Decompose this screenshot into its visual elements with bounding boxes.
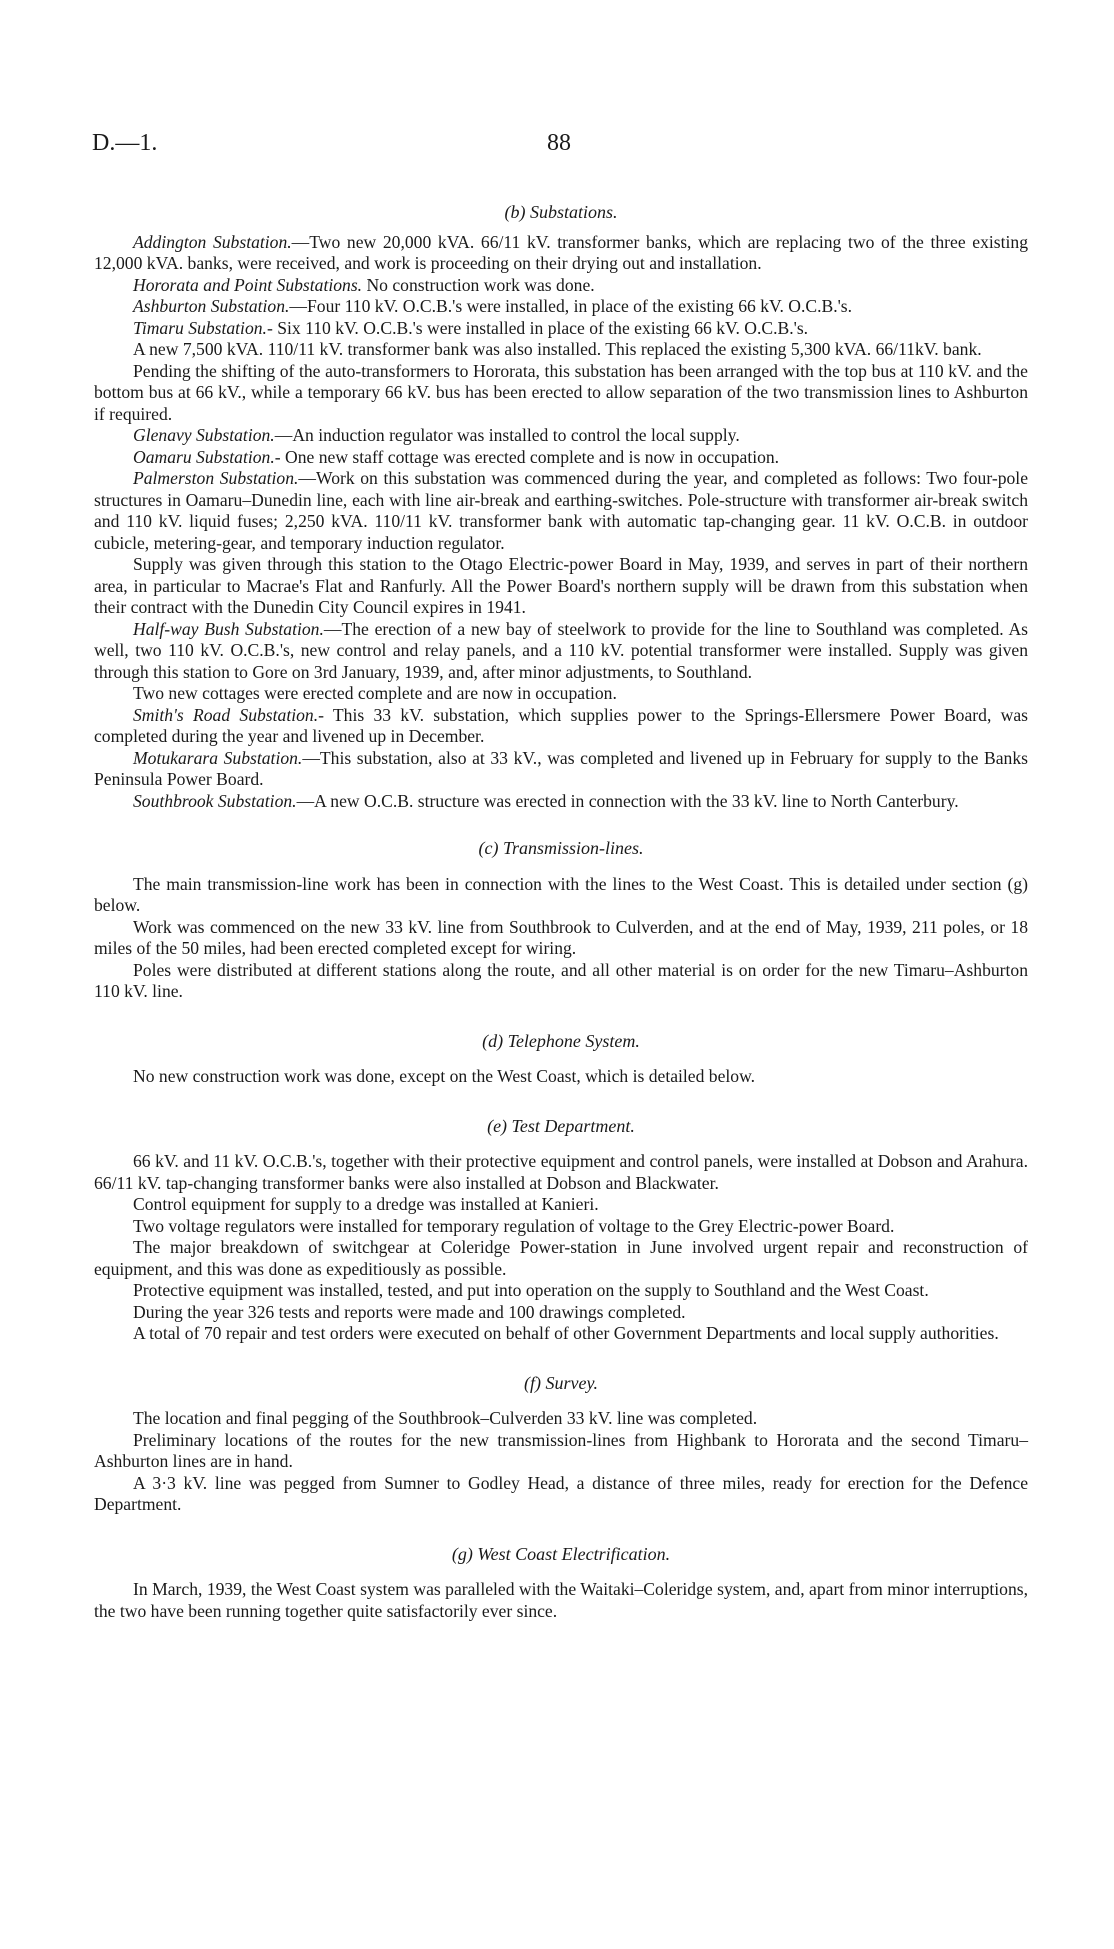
paragraph-text: Pending the shifting of the auto-transformers to Hororata, this substation has been arranged with the top bus at 110 kV. and the bottom bus at 66 kV., while a temporary 66 kV. bus has been erected to allow separation of the two transmission lines to Ashburton if required. [94, 360, 1028, 424]
paragraph [94, 1280, 1028, 1302]
paragraph-text: —Work on this substation was commenced during the year, and completed as follows: Two four-pole structures in Oamaru–Dunedin line, each with line air-break and earthing-switches. Pole-structure with transformer air-break switch and 110 kV. liquid fuses; 2,250 kVA. 110/11 kV. transformer bank with automatic tap-changing gear. 11 kV. O.C.B. in outdoor cubicle, metering-gear, and temporary induction regulator. [94, 468, 1028, 553]
paragraph-text: - Six 110 kV. O.C.B.'s were installed in place of the existing 66 kV. O.C.B.'s. [266, 317, 809, 338]
paragraph-lead: Timaru Substation. [133, 317, 267, 338]
paragraph [94, 1194, 1028, 1216]
paragraph [94, 1151, 1028, 1194]
paragraph [94, 791, 1028, 813]
paragraph [94, 1237, 1028, 1280]
paragraph-lead: Addington Substation. [133, 231, 292, 252]
paragraph-text: Preliminary locations of the routes for the new transmission-lines from Highbank to Hororata and the second Timaru–Ashburton lines are in hand. [94, 1429, 1028, 1471]
paragraph [94, 275, 1028, 297]
paragraph-text: —An induction regulator was installed to control the local supply. [274, 425, 740, 445]
paragraph-text: The major breakdown of switchgear at Coleridge Power-station in June involved urgent repair and reconstruction of equipment, and this was done as expeditiously as possible. [94, 1237, 1028, 1279]
section-heading-substations: (b) Substations. [504, 202, 618, 222]
paragraph-text: —The erection of a new bay of steelwork to provide for the line to Southland was completed. As well, two 110 kV. O.C.B.'s, new control and relay panels, and a 110 kV. potential transformer were installed. Supply was given through this station to Gore on 3rd January, 1939, and, after minor adjustments, to Southland. [94, 618, 1029, 682]
paragraph-lead: Motukarara Substation. [133, 747, 303, 768]
paragraph-lead: Southbrook Substation. [133, 790, 297, 811]
paragraph [94, 318, 1028, 340]
paragraph [94, 1408, 1028, 1430]
paragraph [94, 748, 1028, 791]
paragraph [94, 960, 1028, 1003]
paragraph [94, 425, 1028, 447]
paragraph-lead: Ashburton Substation. [133, 296, 290, 316]
paragraph-text: No new construction work was done, except on the West Coast, which is detailed below. [133, 1066, 756, 1086]
document-code: D.—1. [92, 130, 158, 156]
paragraph-text: No construction work was done. [362, 274, 595, 295]
paragraph-lead: Glenavy Substation. [133, 425, 275, 445]
paragraph-text: 66 kV. and 11 kV. O.C.B.'s, together with their protective equipment and control panels, were installed at Dobson and Arahura. 66/11 kV. tap-changing transformer banks were also installed at Dobson and Blackwater. [94, 1151, 1028, 1193]
paragraph-text: —This substation, also at 33 kV., was completed and livened up in February for supply to the Banks Peninsula Power Board. [94, 747, 1029, 789]
paragraph-text: Protective equipment was installed, tested, and put into operation on the supply to Southland and the West Coast. [133, 1280, 929, 1300]
paragraph-text: A 3·3 kV. line was pegged from Sumner to Godley Head, a distance of three miles, ready for erection for the Defence Department. [94, 1472, 1028, 1514]
paragraph [94, 468, 1028, 554]
paragraph [94, 554, 1028, 619]
paragraph [94, 1066, 1028, 1088]
paragraph-text: —A new O.C.B. structure was erected in connection with the 33 kV. line to North Canterbury. [296, 790, 959, 811]
paragraph-text: Work was commenced on the new 33 kV. line from Southbrook to Culverden, and at the end of May, 1939, 211 poles, or 18 miles of the 50 miles, had been erected completed except for wiring. [94, 916, 1028, 958]
paragraph-text: - This 33 kV. substation, which supplies power to the Springs-Ellersmere Power Board, was completed during the year and livened up in December. [94, 704, 1028, 746]
paragraph [94, 361, 1028, 426]
paragraph-lead: Palmerston Substation. [133, 468, 299, 488]
paragraph [94, 1302, 1028, 1324]
paragraph-text: The main transmission-line work has been in connection with the lines to the West Coast. This is detailed under section (g) below. [94, 873, 1028, 915]
paragraph [94, 874, 1028, 917]
paragraph-text: Two new cottages were erected complete and are now in occupation. [133, 683, 617, 703]
page-number: 88 [547, 130, 571, 156]
paragraph-text: Two voltage regulators were installed for temporary regulation of voltage to the Grey Electric-power Board. [133, 1215, 895, 1236]
paragraph-text: —Four 110 kV. O.C.B.'s were installed, in place of the existing 66 kV. O.C.B.'s. [289, 296, 853, 316]
paragraph [94, 339, 1028, 361]
paragraph [94, 683, 1028, 705]
document-body [94, 186, 1028, 1622]
paragraph [94, 917, 1028, 960]
paragraph-text: —Two new 20,000 kVA. 66/11 kV. transformer banks, which are replacing two of the three existing 12,000 kVA. banks, were received, and work is proceeding on their drying out and installation. [94, 231, 1028, 273]
paragraph-text: Poles were distributed at different stations along the route, and all other material is on order for the new Timaru–Ashburton 110 kV. line. [94, 959, 1028, 1001]
paragraph-lead: Oamaru Substation. [133, 446, 275, 467]
paragraph [94, 296, 1028, 318]
paragraph-text: - One new staff cottage was erected complete and is now in occupation. [274, 446, 780, 467]
paragraph-text: In March, 1939, the West Coast system was paralleled with the Waitaki–Coleridge system, and, apart from minor interruptions, the two have been running together quite satisfactorily ever since. [94, 1579, 1028, 1621]
paragraph-text: The location and final pegging of the Southbrook–Culverden 33 kV. line was completed. [133, 1408, 758, 1428]
section-heading-west-coast-electrification: (g) West Coast Electrification. [451, 1543, 671, 1564]
paragraph-text: During the year 326 tests and reports were made and 100 drawings completed. [133, 1301, 686, 1322]
paragraph-lead: Smith's Road Substation. [133, 704, 319, 725]
paragraph [94, 1216, 1028, 1238]
paragraph [94, 1579, 1028, 1622]
paragraph-lead: Half-way Bush Substation. [133, 618, 324, 639]
paragraph [94, 1473, 1028, 1516]
paragraph [94, 232, 1028, 275]
paragraph [94, 1323, 1028, 1345]
paragraph [94, 619, 1028, 684]
paragraph-text: Supply was given through this station to the Otago Electric-power Board in May, 1939, and serves in part of their northern area, in particular to Macrae's Flat and Ranfurly. All the Power Board's northern supply will be drawn from this substation when their contract with the Dunedin City Council expires in 1941. [94, 554, 1028, 617]
section-heading-transmission-lines: (c) Transmission-lines. [478, 838, 644, 858]
paragraph [94, 705, 1028, 748]
paragraph-text: A total of 70 repair and test orders were executed on behalf of other Government Departments and local supply authorities. [133, 1323, 999, 1343]
paragraph-text: Control equipment for supply to a dredge was installed at Kanieri. [133, 1194, 599, 1214]
section-heading-survey: (f) Survey. [524, 1372, 598, 1393]
paragraph-lead: Hororata and Point Substations. [133, 274, 363, 295]
paragraph [94, 1430, 1028, 1473]
paragraph [94, 447, 1028, 469]
paragraph-text: A new 7,500 kVA. 110/11 kV. transformer bank was also installed. This replaced the existing 5,300 kVA. 66/11kV. bank. [133, 339, 982, 359]
section-heading-test-department: (e) Test Department. [487, 1115, 635, 1136]
section-heading-telephone-system: (d) Telephone System. [482, 1030, 640, 1051]
